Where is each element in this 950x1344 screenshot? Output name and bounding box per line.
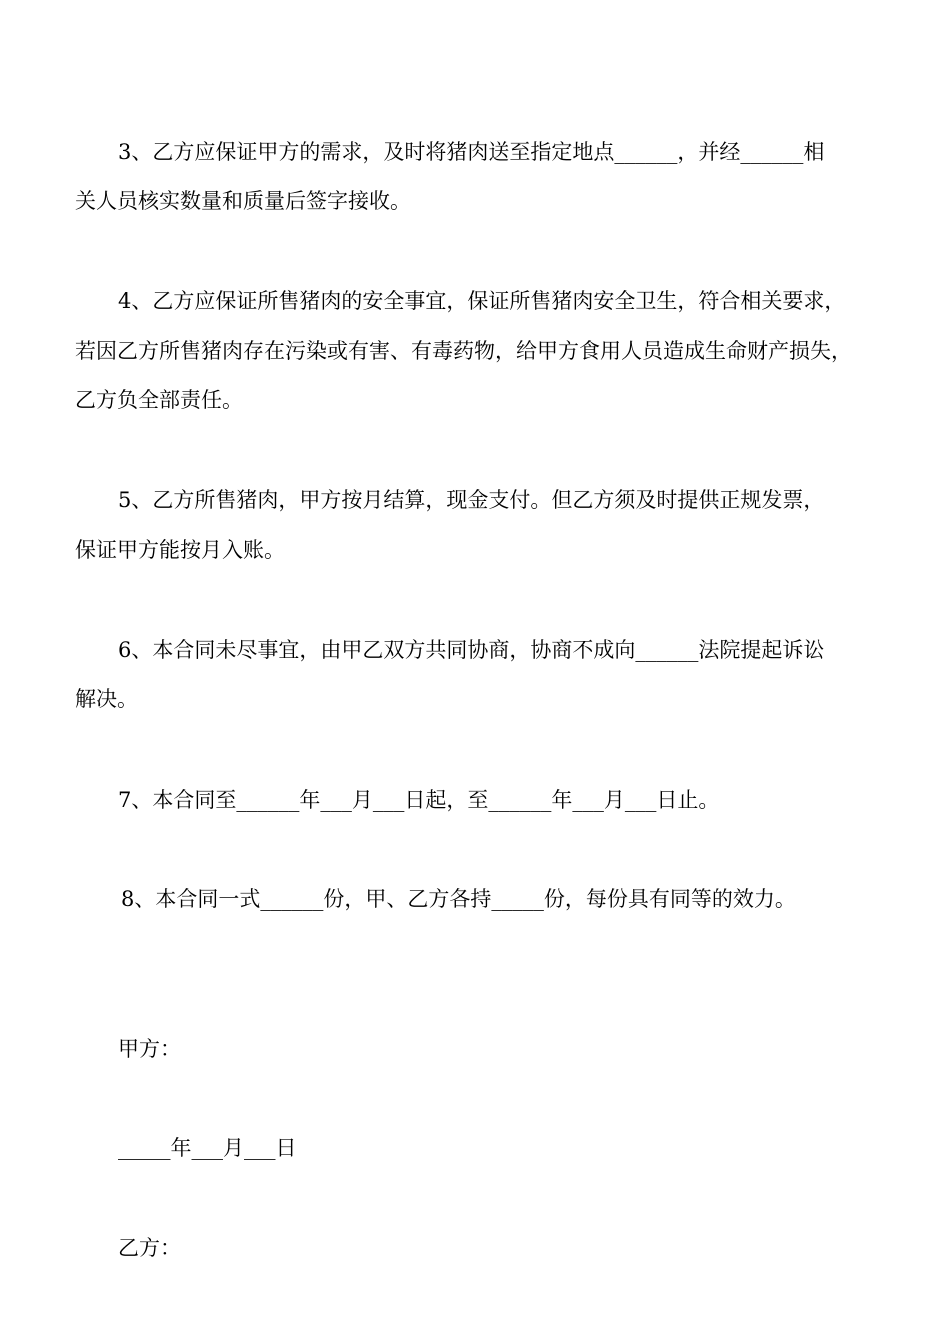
clause-6-line-2: 解决。 (75, 687, 138, 711)
clause-3-line-2: 关人员核实数量和质量后签字接收。 (75, 189, 411, 213)
clause-3-line-1: 3、乙方应保证甲方的需求，及时将猪肉送至指定地点______，并经______相 (118, 140, 825, 164)
party-b-label: 乙方： (118, 1236, 181, 1260)
clause-4-line-2: 若因乙方所售猪肉存在污染或有害、有毒药物，给甲方食用人员造成生命财产损失， (75, 339, 852, 363)
party-a-label: 甲方： (118, 1037, 181, 1061)
clause-4-line-3: 乙方负全部责任。 (75, 388, 243, 412)
clause-5-line-2: 保证甲方能按月入账。 (75, 538, 285, 562)
clause-4-line-1: 4、乙方应保证所售猪肉的安全事宜，保证所售猪肉安全卫生，符合相关要求， (118, 289, 846, 313)
clause-5-line-1: 5、乙方所售猪肉，甲方按月结算，现金支付。但乙方须及时提供正规发票， (118, 488, 825, 512)
signature-date-line: _____年___月___日 (118, 1136, 297, 1160)
clause-7-line-1: 7、本合同至______年___月___日起，至______年___月___日止。 (118, 788, 720, 812)
clause-8-line-1: 8、本合同一式______份，甲、乙方各持_____份，每份具有同等的效力。 (121, 887, 796, 911)
clause-6-line-1: 6、本合同未尽事宜，由甲乙双方共同协商，协商不成向______法院提起诉讼 (118, 638, 825, 662)
